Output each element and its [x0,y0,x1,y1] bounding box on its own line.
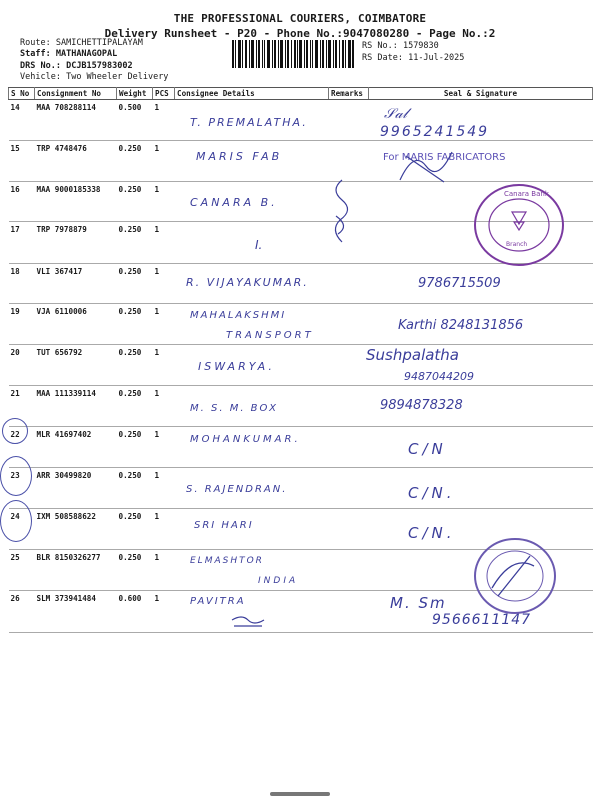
consignee-handwriting: INDIA [258,576,299,586]
signature-phone: 9894878328 [380,398,463,413]
signature-cn: C/N [408,440,447,458]
round-seal [472,536,558,616]
scribble-mark [228,612,268,630]
signature: M. Sm [390,594,447,612]
consignee-handwriting: R. VIJAYAKUMAR. [186,276,309,289]
company-title: THE PROFESSIONAL COURIERS, COIMBATORE [173,12,427,25]
signature-scribble [326,176,356,246]
circle-mark [0,456,32,496]
consignee-handwriting: MARIS FAB [196,150,283,163]
consignee-handwriting: TRANSPORT [226,330,314,341]
table-row: 16 MAA 9000185338 0.250 1 [9,182,593,222]
table-row: 14 MAA 708288114 0.500 1 [9,100,593,141]
signature-scribble [396,146,456,186]
col-consignment: Consignment No [35,88,117,100]
signature-cn: C/N. [408,524,456,542]
col-consignee: Consignee Details [175,88,329,100]
staff-line: Staff: MATHANAGOPAL [20,49,118,59]
table-row: 26 SLM 373941484 0.600 1 [9,591,593,633]
signature-phone: 9965241549 [380,124,490,140]
table-row: 17 TRP 7978879 0.250 1 [9,222,593,264]
bank-branch-text: Branch [506,241,528,248]
consignee-handwriting: I. [255,238,263,252]
signature-phone: 9487044209 [404,370,474,383]
vehicle-value: Two Wheeler Delivery [66,72,169,82]
bank-stamp-text: Canara Bank [504,190,549,198]
staff-value: MATHANAGOPAL [55,49,118,59]
col-sno: S No [9,88,35,100]
col-pcs: PCS [153,88,175,100]
circle-mark [0,500,32,542]
rs-no-value: 1579830 [402,41,439,51]
scan-mark [270,792,330,796]
signature-phone: Karthi 8248131856 [398,318,524,333]
rs-date-value: 11-Jul-2025 [408,53,465,63]
table-row: 20 TUT 656792 0.250 1 [9,345,593,386]
col-remarks: Remarks [329,88,369,100]
consignee-handwriting: T. PREMALATHA. [190,116,308,129]
table-row: 25 BLR 8150326277 0.250 1 [9,550,593,591]
consignee-handwriting: M. S. M. BOX [190,403,278,414]
bank-stamp [472,182,566,268]
runsheet-title: Delivery Runsheet - P20 - Phone No.:9047080280 - Page No.:2 [104,27,496,40]
vehicle-line: Vehicle: Two Wheeler Delivery [20,72,169,82]
table-row: 22 MLR 41697402 0.250 1 [9,427,593,468]
signature-phone: 9786715509 [418,276,501,291]
consignee-handwriting: ISWARYA. [198,360,275,373]
signature: Sushpalatha [366,346,460,364]
consignee-handwriting: ELMASHTOR [190,556,264,566]
consignee-handwriting: PAVITRA [190,596,246,607]
consignee-handwriting: CANARA B. [190,196,278,209]
table-row: 18 VLI 367417 0.250 1 [9,264,593,304]
barcode [232,40,354,68]
table-row: 21 MAA 111339114 0.250 1 [9,386,593,427]
route-value: SAMICHETTIPALAYAM [55,38,143,48]
signature: 𝒮𝒶𝓁 [384,106,408,122]
circle-mark [2,418,28,444]
table-row: 15 TRP 4748476 0.250 1 [9,141,593,182]
rs-date-line: RS Date: 11-Jul-2025 [362,53,465,63]
table-row: 19 VJA 6110006 0.250 1 [9,304,593,345]
table-row: 23 ARR 30499820 0.250 1 [9,468,593,509]
rs-no-line: RS No.: 1579830 [362,41,439,51]
signature-phone: 9566611147 [432,612,532,628]
signature-cn: C/N. [408,484,456,502]
consignee-handwriting: S. RAJENDRAN. [186,484,288,495]
consignee-handwriting: MAHALAKSHMI [190,310,287,321]
table-header-row [9,88,593,100]
route-line: Route: SAMICHETTIPALAYAM [20,38,143,48]
col-seal-signature: Seal & Signature [369,88,593,100]
table-row: 24 IXM 508588622 0.250 1 [9,509,593,550]
consignee-handwriting: MOHANKUMAR. [190,434,301,445]
col-weight: Weight [117,88,153,100]
drs-value: DCJB157983002 [66,61,133,71]
consignee-handwriting: SRI HARI [194,520,254,531]
company-stamp-text: For MARIS FABRICATORS [383,152,506,163]
drs-line: DRS No.: DCJB157983002 [20,61,133,71]
